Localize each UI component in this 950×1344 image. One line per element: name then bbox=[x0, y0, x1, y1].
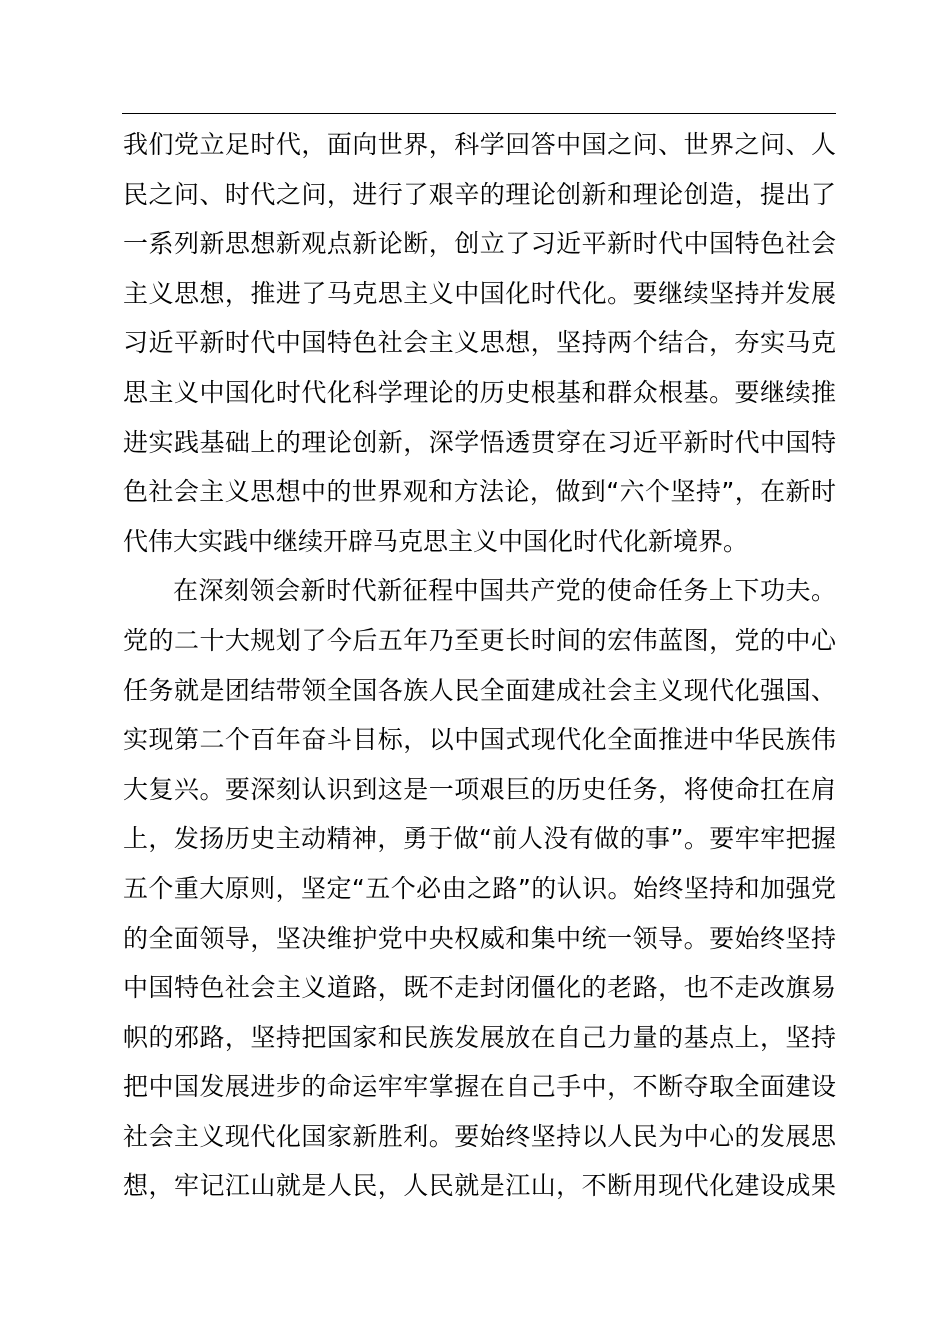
text-line: 我们党立足时代，面向世界，科学回答中国之问、世界之问、人 bbox=[123, 130, 836, 159]
text-line: 思主义中国化时代化科学理论的历史根基和群众根基。要继续推 bbox=[123, 377, 836, 407]
text-line: 帜的邪路，坚持把国家和民族发展放在自己力量的基点上，坚持 bbox=[123, 1022, 836, 1052]
text-line: 五个重大原则，坚定“五个必由之路”的认识。始终坚持和加强党 bbox=[123, 873, 836, 903]
text-line: 社会主义现代化国家新胜利。要始终坚持以人民为中心的发展思 bbox=[123, 1121, 836, 1151]
text-line: 进实践基础上的理论创新，深学悟透贯穿在习近平新时代中国特 bbox=[123, 427, 836, 457]
text-line: 习近平新时代中国特色社会主义思想，坚持两个结合，夯实马克 bbox=[123, 328, 836, 358]
text-line: 的全面领导，坚决维护党中央权威和集中统一领导。要始终坚持 bbox=[123, 923, 836, 953]
text-line: 上，发扬历史主动精神，勇于做“前人没有做的事”。要牢牢把握 bbox=[123, 824, 836, 854]
text-line: 主义思想，推进了马克思主义中国化时代化。要继续坚持并发展 bbox=[123, 278, 836, 308]
text-line: 中国特色社会主义道路，既不走封闭僵化的老路，也不走改旗易 bbox=[123, 973, 836, 1003]
paragraph-2 bbox=[123, 566, 836, 1211]
text-line: 一系列新思想新观点新论断，创立了习近平新时代中国特色社会 bbox=[123, 229, 836, 259]
text-line: 把中国发展进步的命运牢牢掌握在自己手中，不断夺取全面建设 bbox=[123, 1072, 836, 1102]
text-line: 在深刻领会新时代新征程中国共产党的使命任务上下功夫。 bbox=[173, 576, 836, 606]
body-text bbox=[123, 120, 836, 1211]
paragraph-1 bbox=[123, 120, 836, 566]
text-line: 实现第二个百年奋斗目标，以中国式现代化全面推进中华民族伟 bbox=[123, 725, 836, 755]
text-line: 党的二十大规划了今后五年乃至更长时间的宏伟蓝图，党的中心 bbox=[123, 625, 836, 655]
text-line: 代伟大实践中继续开辟马克思主义中国化时代化新境界。 bbox=[123, 526, 749, 556]
text-line: 想，牢记江山就是人民，人民就是江山，不断用现代化建设成果 bbox=[123, 1171, 836, 1201]
text-line: 民之问、时代之问，进行了艰辛的理论创新和理论创造，提出了 bbox=[123, 179, 836, 209]
text-line: 大复兴。要深刻认识到这是一项艰巨的历史任务，将使命扛在肩 bbox=[123, 774, 836, 804]
text-line: 色社会主义思想中的世界观和方法论，做到“六个坚持”，在新时 bbox=[123, 477, 836, 507]
header-rule bbox=[122, 113, 836, 114]
text-line: 任务就是团结带领全国各族人民全面建成社会主义现代化强国、 bbox=[123, 675, 836, 705]
